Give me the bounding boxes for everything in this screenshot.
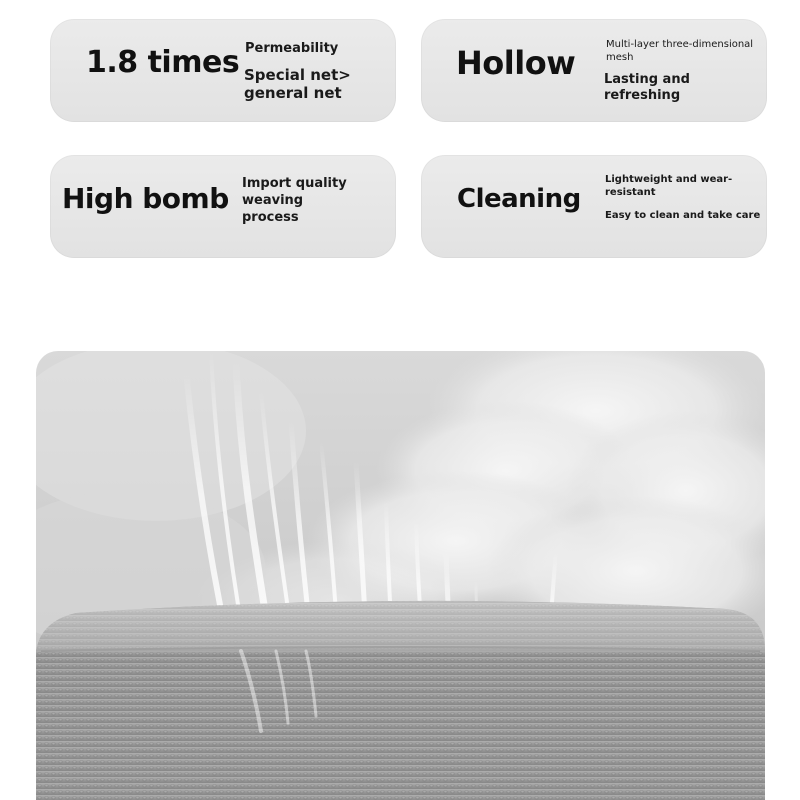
feature-subtitle: Permeability [245,41,339,56]
feature-card-high-bomb [50,155,396,258]
feature-headline: Cleaning [457,184,581,214]
feature-description: Easy to clean and take care [605,210,761,221]
feature-description: Import quality weaving process [242,176,347,225]
product-hero-image [36,351,765,800]
mesh-cushion [36,601,765,800]
feature-headline: High bomb [62,182,229,215]
feature-card-permeability [50,19,396,122]
feature-description: Special net> general net [244,66,351,103]
feature-description: Lasting and refreshing [604,72,690,103]
feature-subtitle: Multi-layer three-dimensional mesh [606,39,754,63]
feature-headline: 1.8 times [86,45,240,80]
feature-card-hollow [421,19,767,122]
mesh-cushion-illustration [36,351,765,800]
feature-subtitle: Lightweight and wear- resistant [605,174,733,198]
feature-card-cleaning [421,155,767,258]
feature-headline: Hollow [456,44,576,82]
